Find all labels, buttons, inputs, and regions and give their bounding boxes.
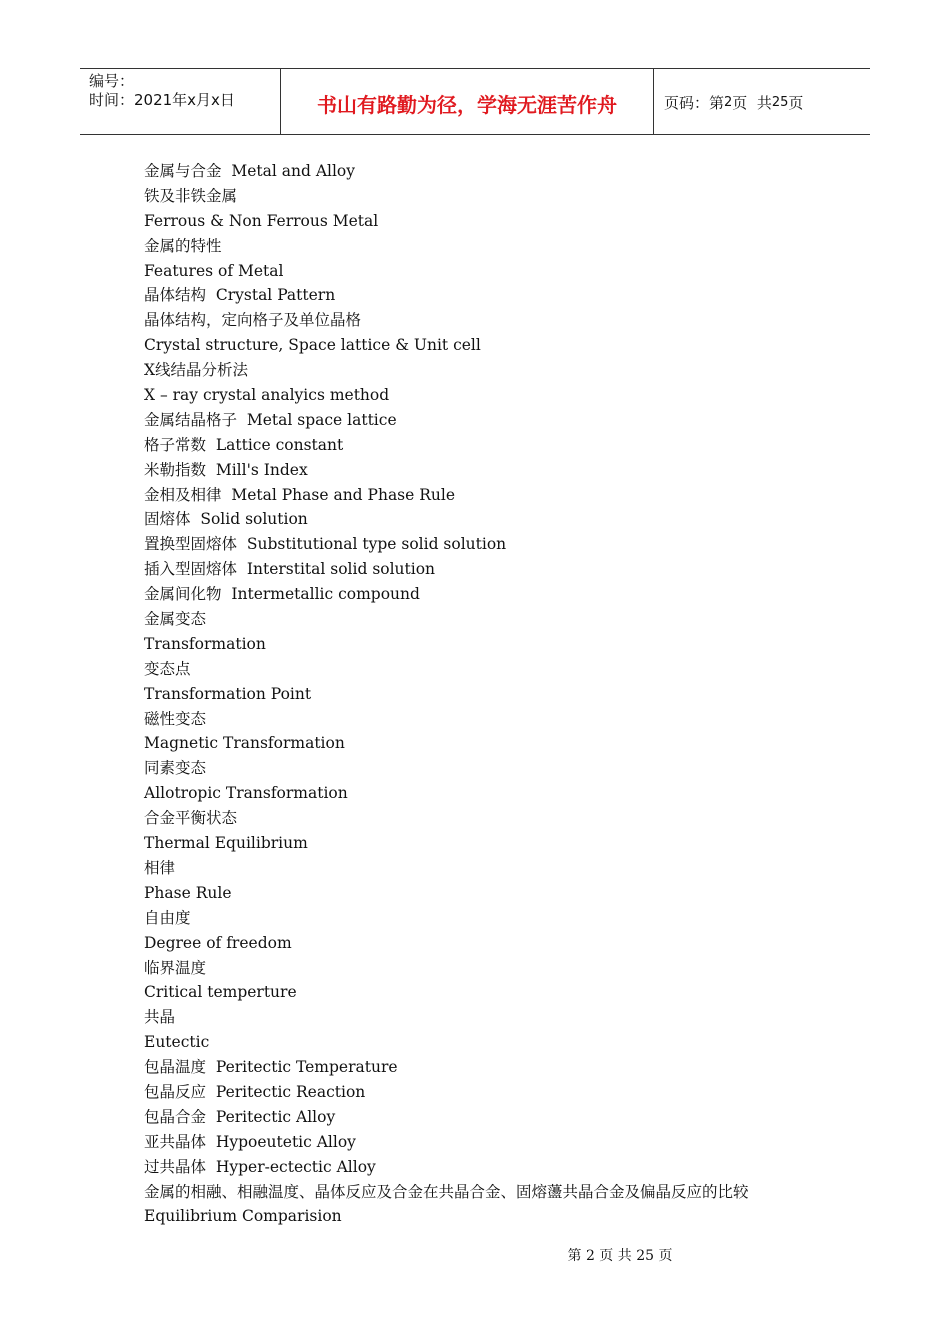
glossary-line: Equilibrium Comparision (144, 1207, 342, 1226)
glossary-line: 格子常数 Lattice constant (144, 435, 344, 454)
glossary-line: 金属变态 (144, 610, 207, 629)
glossary-line: 金属的相融、相融温度、晶体反应及合金在共晶合金、固熔蘯共晶合金及偏晶反应的比较 (144, 1182, 749, 1201)
glossary-line: 共晶 (144, 1008, 176, 1027)
glossary-line: 过共晶体 Hyper-ectectic Alloy (144, 1157, 376, 1176)
glossary-line: 同素变态 (144, 759, 207, 778)
glossary-line: 临界温度 (144, 958, 207, 977)
glossary-line: 磁性变态 (144, 709, 207, 728)
glossary-line: 亚共晶体 Hypoeutetic Alloy (144, 1132, 356, 1151)
page-footer: 第 2 页 共 25 页 (567, 1248, 673, 1264)
glossary-line: 晶体结构 Crystal Pattern (144, 286, 336, 305)
glossary-line: Transformation Point (144, 684, 312, 703)
glossary-line: 合金平衡状态 (144, 809, 238, 828)
glossary-line: 铁及非铁金属 (144, 186, 238, 205)
glossary-line: 包晶反应 Peritectic Reaction (144, 1082, 366, 1101)
glossary-line: 金属结晶格子 Metal space lattice (144, 410, 397, 429)
glossary-line: Thermal Equilibrium (144, 834, 308, 853)
glossary-line: 自由度 (144, 908, 191, 927)
glossary-line: Ferrous & Non Ferrous Metal (144, 211, 379, 230)
glossary-line: 插入型固熔体 Interstital solid solution (144, 560, 436, 579)
glossary-line: 金属的特性 (144, 236, 222, 255)
glossary-line: 包晶合金 Peritectic Alloy (144, 1107, 336, 1126)
glossary-line: 金属与合金 Metal and Alloy (144, 162, 356, 180)
glossary-line: Allotropic Transformation (144, 784, 348, 803)
glossary-line: Phase Rule (144, 883, 232, 902)
glossary-line: Crystal structure, Space lattice & Unit cell (144, 336, 481, 355)
number-label: 编号： (89, 72, 135, 90)
glossary-line: X线结晶分析法 (144, 361, 249, 380)
header-info (80, 69, 281, 134)
glossary-line: 金相及相律 Metal Phase and Phase Rule (144, 485, 456, 504)
glossary-line: Features of Metal (144, 261, 284, 280)
page-prefix: 页码：第 (664, 94, 725, 112)
glossary-line: Eutectic (144, 1033, 210, 1052)
page-total: 25 (771, 95, 789, 110)
glossary-line: 米勒指数 Mill's Index (144, 460, 308, 479)
header-page-info (654, 69, 870, 134)
glossary-line: 相律 (144, 858, 176, 877)
page-mid: 页 共 (732, 94, 772, 112)
page-header (80, 68, 870, 135)
glossary-list (144, 159, 864, 1229)
glossary-line: Critical temperture (144, 983, 297, 1002)
glossary-line: Magnetic Transformation (144, 734, 345, 753)
glossary-line: Transformation (144, 634, 266, 653)
glossary-line: X – ray crystal analyics method (144, 386, 390, 405)
page-number: 2 (724, 95, 733, 110)
time-label: 时间：2021年x月x日 (89, 91, 235, 109)
glossary-line: Degree of freedom (144, 933, 292, 952)
glossary-line: 金属间化物 Intermetallic compound (144, 585, 420, 604)
glossary-line: 置换型固熔体 Substitutional type solid solution (144, 535, 507, 554)
glossary-line: 晶体结构，定向格子及单位晶格 (144, 311, 362, 330)
header-motto: 书山有路勤为径，学海无涯苦作舟 (281, 69, 654, 134)
page-suffix: 页 (788, 94, 804, 112)
glossary-line: 固熔体 Solid solution (144, 510, 308, 529)
glossary-line: 变态点 (144, 659, 191, 678)
glossary-line: 包晶温度 Peritectic Temperature (144, 1058, 398, 1077)
